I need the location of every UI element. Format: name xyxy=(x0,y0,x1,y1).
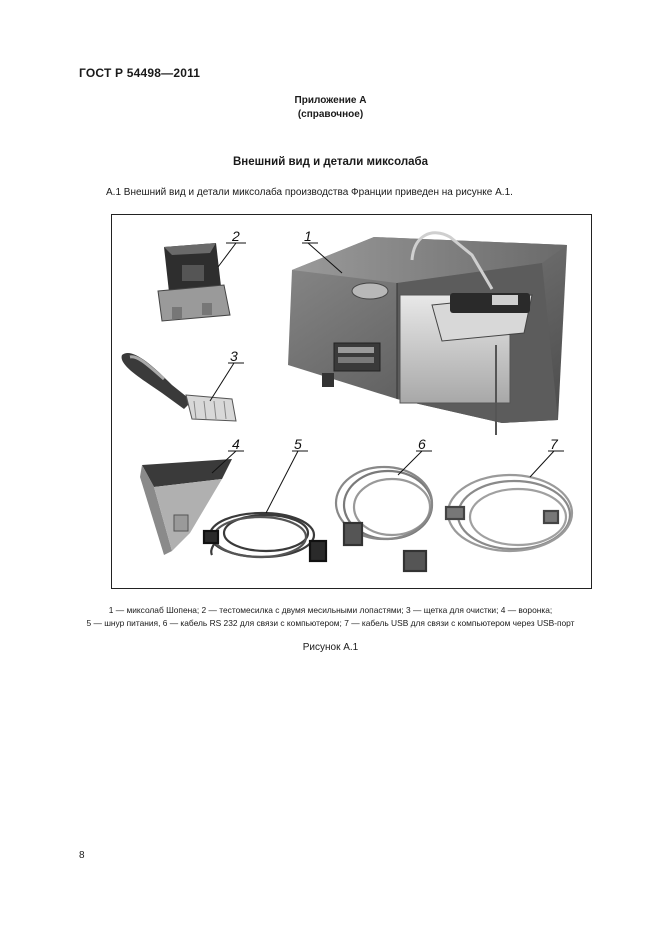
rs232-cable xyxy=(336,467,432,571)
paragraph-a1: А.1 Внешний вид и детали миксолаба производства Франции приведен на рисунке А.1. xyxy=(106,187,513,198)
callout-1: 1 xyxy=(304,228,312,244)
figure-caption-line1: 1 — миксолаб Шопена; 2 — тестомесилка с двумя месильными лопастями; 3 — щетка для очистки; 4 — воронка; xyxy=(108,605,553,615)
callout-6: 6 xyxy=(418,436,426,452)
callout-3: 3 xyxy=(230,348,238,364)
figure-caption-line2: 5 — шнур питания, 6 — кабель RS 232 для связи с компьютером; 7 — кабель USB для связи с компьютером через USB-порт xyxy=(86,618,575,628)
callout-7: 7 xyxy=(550,436,558,452)
callout-5: 5 xyxy=(294,436,302,452)
figure-frame xyxy=(111,214,592,589)
annex-type: (справочное) xyxy=(297,109,364,120)
callout-4: 4 xyxy=(232,436,240,452)
figure-illustration xyxy=(112,215,591,588)
mixolab-device xyxy=(288,233,567,435)
document-header: ГОСТ Р 54498—2011 xyxy=(79,66,201,80)
callout-2: 2 xyxy=(232,228,240,244)
section-title: Внешний вид и детали миксолаба xyxy=(232,156,429,168)
usb-cable xyxy=(446,475,572,551)
annex-title: Приложение А xyxy=(294,95,367,106)
mixer-bowl xyxy=(158,243,230,321)
power-cord xyxy=(204,513,326,561)
figure-label: Рисунок А.1 xyxy=(302,642,359,653)
page-number: 8 xyxy=(79,850,85,861)
